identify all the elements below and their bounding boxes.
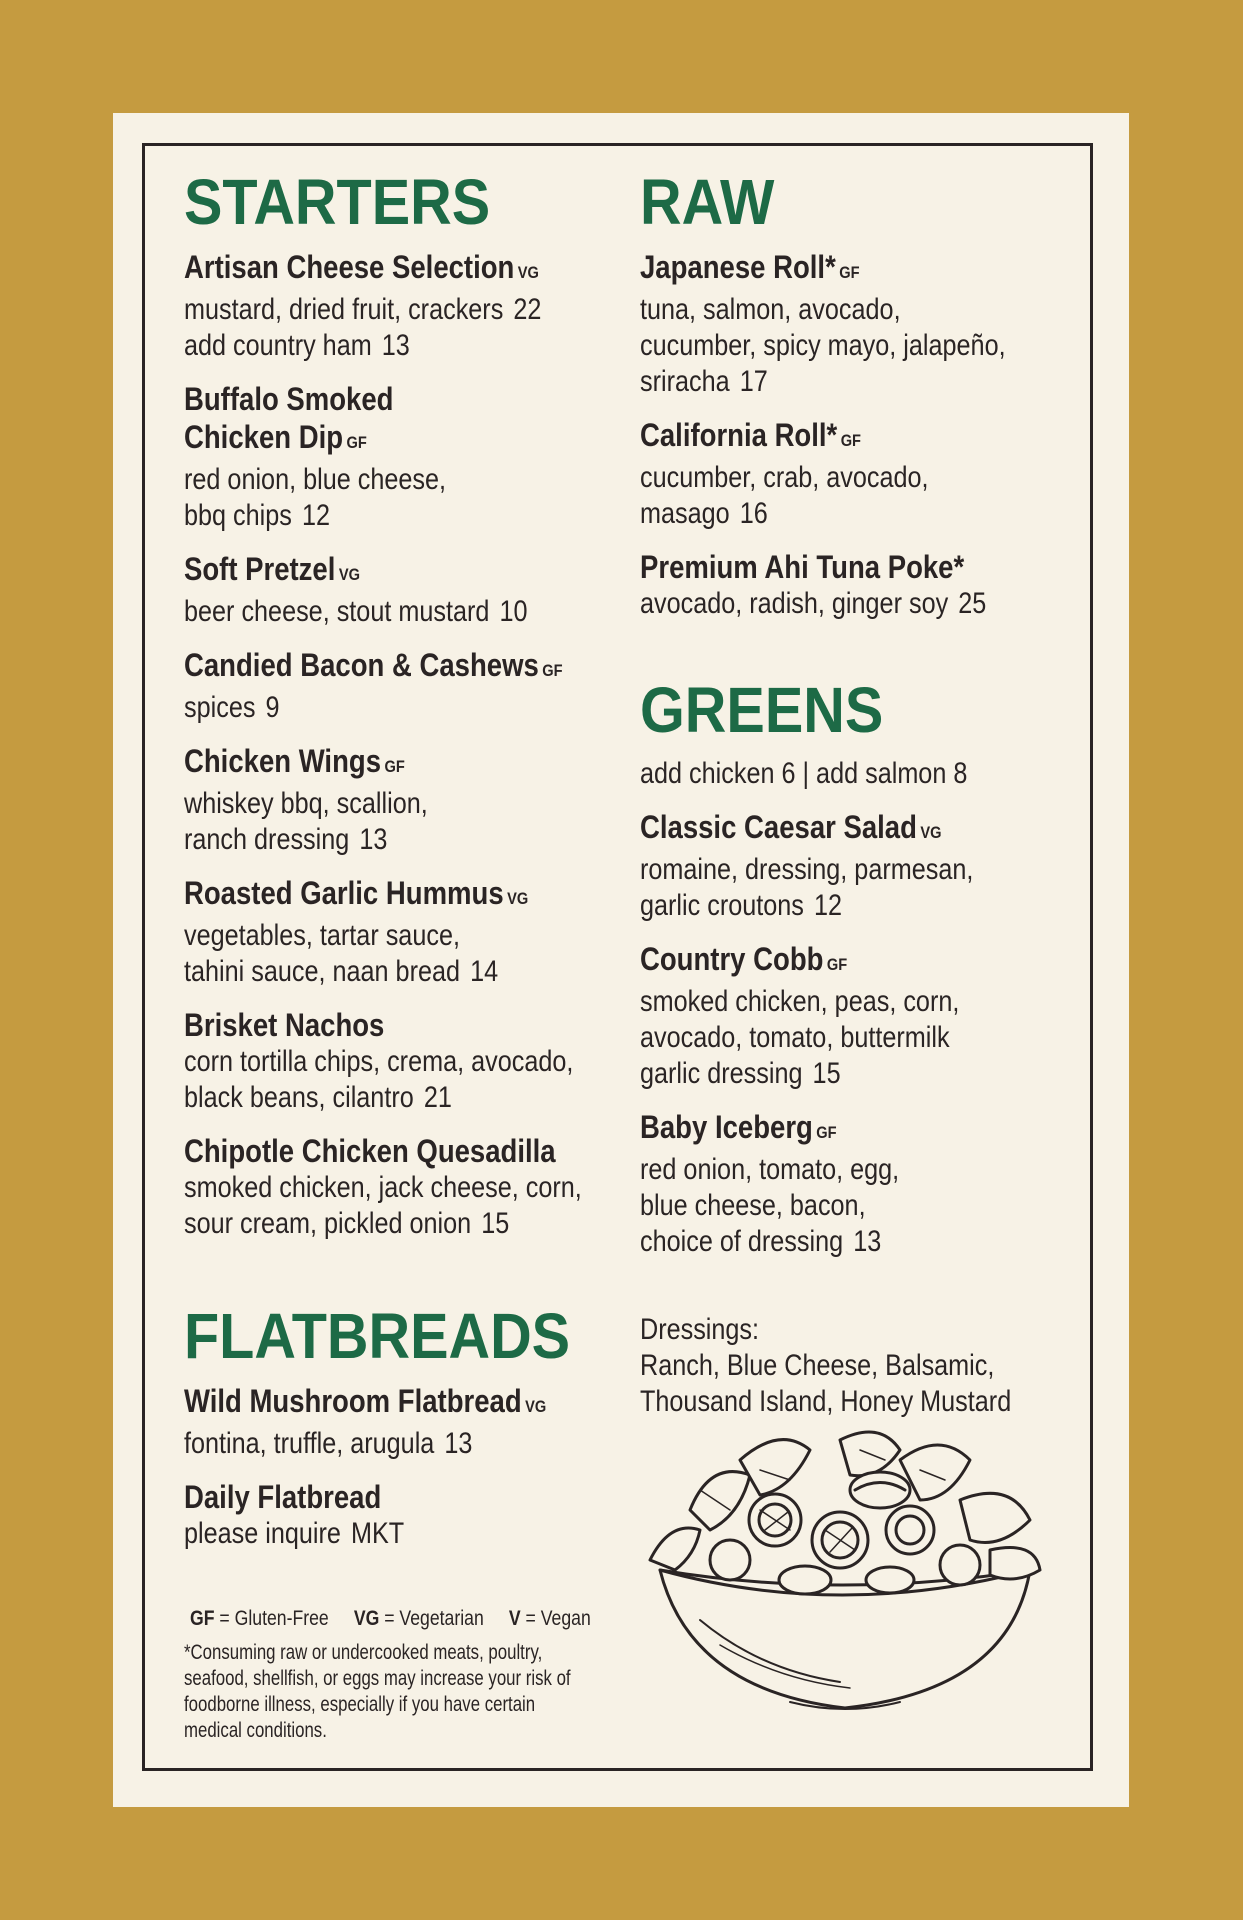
menu-item <box>184 1132 624 1242</box>
menu-item <box>640 248 1070 400</box>
item-name: Country Cobb <box>640 941 824 977</box>
item-name: Artisan Cheese Selection <box>184 249 515 285</box>
item-price: 16 <box>739 497 768 530</box>
item-name: Chicken Wings <box>184 743 382 779</box>
menu-item <box>184 248 624 364</box>
item-description: vegetables, tartar sauce, <box>184 919 460 952</box>
item-price: 13 <box>381 329 410 362</box>
diet-tag: VG <box>507 889 529 908</box>
item-name: Brisket Nachos <box>184 1007 385 1043</box>
health-disclaimer <box>184 1640 632 1744</box>
item-price: 14 <box>470 955 499 988</box>
menu-item <box>184 742 624 858</box>
legend-text: = Vegan <box>525 1607 591 1630</box>
menu-item <box>640 940 1070 1092</box>
item-price: 25 <box>958 587 987 620</box>
item-description: spices <box>184 691 256 724</box>
item-name: Roasted Garlic Hummus <box>184 875 504 911</box>
item-price: 9 <box>265 691 280 724</box>
item-price: 22 <box>513 293 542 326</box>
menu-item <box>184 550 624 630</box>
item-description: mustard, dried fruit, crackers <box>184 293 504 326</box>
item-description: avocado, radish, ginger soy <box>640 587 949 620</box>
item-name: Baby Iceberg <box>640 1109 813 1145</box>
item-description: cucumber, crab, avocado, <box>640 461 929 494</box>
item-price: 13 <box>359 823 388 856</box>
item-price: 15 <box>481 1207 510 1240</box>
legend-key: V <box>508 1607 521 1630</box>
diet-tag: VG <box>338 565 360 584</box>
item-price: 21 <box>423 1081 452 1114</box>
diet-tag: VG <box>920 823 942 842</box>
item-description: tahini sauce, naan bread <box>184 955 461 988</box>
item-name: Soft Pretzel <box>184 551 336 587</box>
item-description: cucumber, spicy mayo, jalapeño, <box>640 329 1006 362</box>
greens-addons: add chicken 6 | add salmon 8 <box>640 757 968 790</box>
item-description: sour cream, pickled onion <box>184 1207 472 1240</box>
item-description: please inquire <box>184 1517 341 1550</box>
item-name: Candied Bacon & Cashews <box>184 647 539 683</box>
diet-tag: GF <box>826 955 848 974</box>
item-description: beer cheese, stout mustard <box>184 595 490 628</box>
item-name: Premium Ahi Tuna Poke* <box>640 549 965 585</box>
item-description: garlic dressing <box>640 1057 803 1090</box>
item-name: California Roll* <box>640 417 838 453</box>
menu-item <box>184 1006 624 1116</box>
item-description: smoked chicken, peas, corn, <box>640 985 960 1018</box>
dressings-list: Ranch, Blue Cheese, Balsamic, <box>640 1349 995 1382</box>
item-name: Chicken Dip <box>184 419 344 455</box>
item-description: avocado, tomato, buttermilk <box>640 1021 950 1054</box>
right-column <box>640 166 1070 1420</box>
diet-legend <box>190 1606 660 1632</box>
disclaimer-line: seafood, shellfish, or eggs may increase your risk of <box>184 1667 571 1690</box>
item-name: Japanese Roll* <box>640 249 836 285</box>
menu-item <box>184 1478 624 1552</box>
disclaimer-line: foodborne illness, especially if you have certain <box>184 1693 536 1716</box>
diet-tag: GF <box>840 431 861 450</box>
item-description: corn tortilla chips, crema, avocado, <box>184 1045 574 1078</box>
item-name: Classic Caesar Salad <box>640 809 917 845</box>
item-price: 13 <box>444 1427 473 1460</box>
legend-key: VG <box>353 1607 380 1630</box>
legend-text: = Vegetarian <box>384 1607 484 1630</box>
flatbreads-title: FLATBREADS <box>184 1300 571 1372</box>
item-name: Wild Mushroom Flatbread <box>184 1383 522 1419</box>
item-price: 12 <box>301 499 331 532</box>
legend-key: GF <box>190 1607 215 1630</box>
item-description: add country ham <box>184 329 372 362</box>
item-name: Buffalo Smoked <box>184 381 394 417</box>
item-description: fontina, truffle, arugula <box>184 1427 435 1460</box>
item-description: black beans, cilantro <box>184 1081 414 1114</box>
menu-item <box>184 646 624 726</box>
menu-item <box>184 1382 624 1462</box>
item-price: 13 <box>853 1225 882 1258</box>
item-price: 10 <box>499 595 528 628</box>
item-description: garlic croutons <box>640 889 804 922</box>
diet-tag: GF <box>839 263 860 282</box>
diet-tag: VG <box>517 263 539 282</box>
item-price: 17 <box>739 365 768 398</box>
menu-item <box>184 380 624 534</box>
diet-tag: VG <box>525 1397 547 1416</box>
item-description: romaine, dressing, parmesan, <box>640 853 974 886</box>
diet-tag: GF <box>346 433 367 452</box>
item-description: masago <box>640 497 730 530</box>
item-name: Daily Flatbread <box>184 1479 382 1515</box>
starters-title: STARTERS <box>184 166 491 238</box>
greens-title: GREENS <box>640 674 884 746</box>
raw-title: RAW <box>640 166 775 238</box>
salad-bowl-illustration <box>640 1420 1045 1720</box>
item-description: smoked chicken, jack cheese, corn, <box>184 1171 582 1204</box>
item-description: ranch dressing <box>184 823 350 856</box>
item-description: tuna, salmon, avocado, <box>640 293 901 326</box>
item-description: sriracha <box>640 365 730 398</box>
item-price: 12 <box>813 889 842 922</box>
item-name: Chipotle Chicken Quesadilla <box>184 1133 556 1169</box>
item-price: MKT <box>350 1517 405 1550</box>
menu-item <box>640 808 1070 924</box>
item-description: whiskey bbq, scallion, <box>184 787 428 820</box>
item-description: blue cheese, bacon, <box>640 1189 866 1222</box>
disclaimer-line: *Consuming raw or undercooked meats, poultry, <box>184 1641 543 1664</box>
item-price: 15 <box>812 1057 841 1090</box>
disclaimer-line: medical conditions. <box>184 1719 327 1742</box>
diet-tag: GF <box>384 757 405 776</box>
dressings-list: Thousand Island, Honey Mustard <box>640 1385 1012 1418</box>
menu-item <box>640 548 1070 622</box>
diet-tag: GF <box>816 1123 837 1142</box>
item-description: choice of dressing <box>640 1225 844 1258</box>
item-description: bbq chips <box>184 499 292 532</box>
item-description: red onion, blue cheese, <box>184 463 447 496</box>
left-column <box>184 166 624 1568</box>
dressings-label: Dressings: <box>640 1313 760 1346</box>
diet-tag: GF <box>542 661 563 680</box>
menu-item <box>184 874 624 990</box>
menu-item <box>640 1108 1070 1260</box>
item-description: red onion, tomato, egg, <box>640 1153 900 1186</box>
menu-item <box>640 416 1070 532</box>
legend-text: = Gluten-Free <box>219 1607 329 1630</box>
